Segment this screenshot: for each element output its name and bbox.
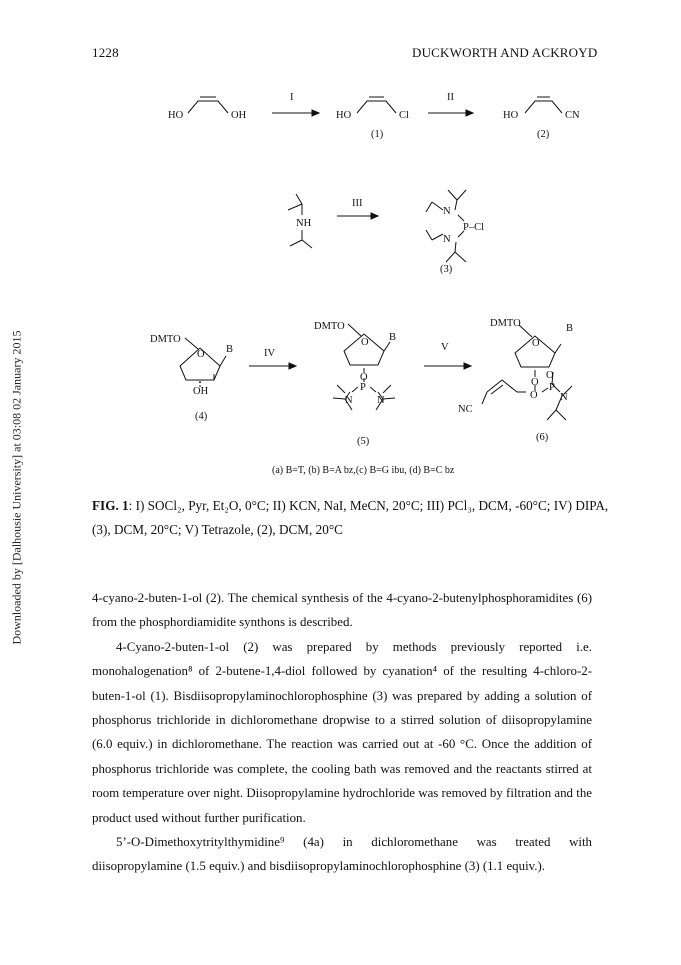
atom-o: O (197, 349, 205, 360)
figure-caption (92, 494, 622, 542)
atom-o: O (531, 377, 539, 388)
butenediol-skeleton (188, 101, 228, 113)
atom-ho: HO (336, 110, 352, 121)
atom-ho: HO (503, 110, 519, 121)
page-number: 1228 (92, 45, 119, 60)
atom-n: N (443, 234, 451, 245)
figure-caption-text: : I) SOCl₂, Pyr, Et₂O, 0°C; II) KCN, NaI, MeCN, 20°C; III) PCl₃, DCM, -60°C; IV) DIPA, (3), DCM, 20°C; V) Tetrazole, (2), DCM, 20°C (92, 498, 609, 537)
atom-o: O (546, 370, 554, 381)
compound-label-1: (1) (371, 129, 384, 140)
step-label-ii: II (447, 92, 454, 103)
atom-nh: NH (296, 218, 312, 229)
paragraph-2: 4-Cyano-2-buten-1-ol (2) was prepared by methods previously reported i.e. monohalogenation⁸ of 2-butene-1,4-diol followed by cyanation⁴ of the resulting 4-chloro-2-buten-1-ol (1). Bisdiisopropylaminochlorophosphine (3) was prepared by adding a solution of phosphorus trichloride in dichloromethane dropwise to a stirred solution of diisopropylamine (6.0 equiv.) in dichloromethane. The reaction was carried out at -60 °C. Once the addition of phosphorus trichloride was complete, the cooling bath was removed and the reactants stirred at room temperature over night. Diisopropylamine hydrochloride was removed by filtration and the product used without further purification. (92, 639, 592, 825)
nucleoside-4-skeleton (185, 338, 198, 349)
paragraph-3: 5’-O-Dimethoxytritylthymidine⁹ (4a) in dichloromethane was treated with diisopropylamine (1.5 equiv.) and bisdiisopropylaminochlorophosphine (3) (1.1 equiv.). (92, 835, 592, 874)
atom-n: N (560, 392, 568, 403)
atom-nc: NC (458, 404, 473, 415)
atom-o: O (361, 337, 369, 348)
bases-legend: (a) B=T, (b) B=A bz,(c) B=G ibu, (d) B=C bz (272, 465, 455, 476)
atom-cl: Cl (399, 110, 409, 121)
chlorobutenol-skeleton (357, 101, 396, 113)
download-note: Downloaded by [Dalhousie University] at 03:08 02 January 2015 (9, 330, 24, 645)
compound-label-2: (2) (537, 129, 550, 140)
atom-p-cl: P–Cl (463, 222, 485, 233)
atom-oh: OH (193, 386, 209, 397)
atom-oh: OH (231, 110, 247, 121)
compound-label-3: (3) (440, 264, 453, 275)
atom-o: O (530, 390, 538, 401)
atom-p: P (549, 382, 555, 393)
atom-o: O (360, 372, 368, 383)
atom-o: O (532, 338, 540, 349)
diisopropylamine-skeleton (296, 194, 302, 204)
atom-b: B (566, 323, 574, 334)
step-label-iii: III (352, 198, 363, 209)
compound-label-4: (4) (195, 411, 208, 422)
body-text (92, 586, 592, 879)
atom-n: N (443, 206, 451, 217)
compound-label-6: (6) (536, 432, 549, 443)
paragraph-1: 4-cyano-2-buten-1-ol (2). The chemical synthesis of the 4-cyano-2-butenylphosphoramidites (6) from the phosphordiamidite synthons is described. (92, 591, 592, 630)
atom-p: P (360, 382, 366, 393)
atom-dmto: DMTO (314, 321, 345, 332)
atom-n: N (345, 395, 353, 406)
atom-dmto: DMTO (490, 318, 521, 329)
atom-b: B (389, 332, 397, 343)
reaction-scheme (0, 0, 681, 480)
chlorophosphine-skeleton (448, 190, 457, 200)
atom-dmto: DMTO (150, 334, 181, 345)
atom-ho: HO (168, 110, 184, 121)
atom-cn: CN (565, 110, 580, 121)
phosphordiamidite-5-skeleton (348, 324, 361, 336)
running-title: DUCKWORTH AND ACKROYD (412, 45, 598, 60)
atom-b: B (226, 344, 234, 355)
step-label-i: I (290, 92, 294, 103)
cyanobutenol-skeleton (525, 101, 562, 113)
step-label-iv: IV (264, 348, 276, 359)
atom-n: N (377, 395, 385, 406)
phosphoramidite-6-skeleton (519, 325, 532, 337)
step-label-v: V (441, 342, 449, 353)
figure-label: FIG. 1 (92, 498, 129, 513)
compound-label-5: (5) (357, 436, 370, 447)
